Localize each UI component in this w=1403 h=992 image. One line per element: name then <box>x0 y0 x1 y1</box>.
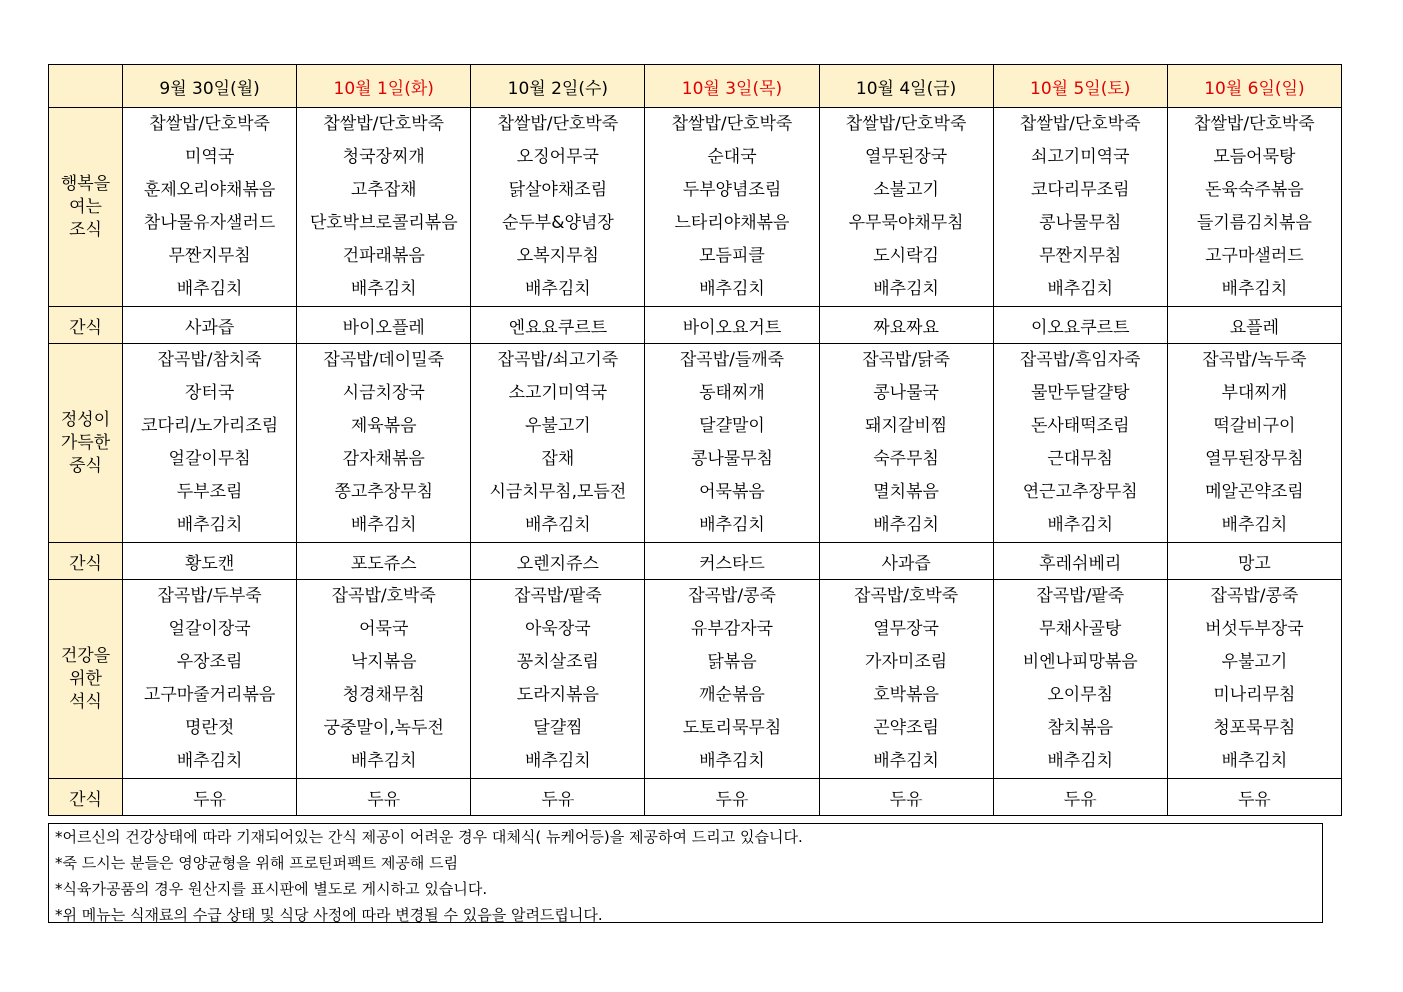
snack-item: 오렌지쥬스 <box>471 543 645 580</box>
breakfast-menu-cell <box>645 108 819 307</box>
dinner-menu-cell <box>123 580 297 779</box>
dinner-label <box>49 580 123 779</box>
menu-item: 시금치무침,모듬전 <box>489 482 627 502</box>
snack2-row <box>49 543 1342 580</box>
snack-item: 황도캔 <box>123 543 297 580</box>
day-header: 10월 5일(토) <box>993 65 1167 108</box>
menu-item: 배추김치 <box>350 279 417 299</box>
dinner-menu-cell <box>645 580 819 779</box>
menu-item: 단호박브로콜리볶음 <box>309 213 458 233</box>
menu-item: 잡곡밥/데이밀죽 <box>323 350 445 370</box>
menu-item: 동태찌개 <box>699 383 765 403</box>
menu-item: 배추김치 <box>176 515 243 535</box>
menu-item: 연근고추장무침 <box>1022 482 1138 502</box>
menu-item: 청포묵무침 <box>1213 718 1296 738</box>
snack-item: 포도쥬스 <box>297 543 471 580</box>
menu-item: 낙지볶음 <box>350 652 417 672</box>
menu-item: 미나리무침 <box>1213 685 1296 705</box>
breakfast-menu-cell <box>819 108 993 307</box>
menu-item: 훈제오리야채볶음 <box>143 180 276 200</box>
menu-item: 찹쌀밥/단호박죽 <box>497 114 619 134</box>
dinner-menu-cell <box>471 580 645 779</box>
menu-item: 잡곡밥/팥죽 <box>1036 586 1125 606</box>
meal-label-line: 중식 <box>69 455 102 476</box>
lunch-menu-cell <box>297 344 471 543</box>
menu-item: 모듬어묵탕 <box>1213 147 1296 167</box>
menu-item: 배추김치 <box>176 751 243 771</box>
menu-item: 참나물유자샐러드 <box>143 213 276 233</box>
menu-item: 고추잡채 <box>350 180 417 200</box>
menu-item: 쫑고추장무침 <box>334 482 433 502</box>
snack-item: 사과즙 <box>123 307 297 344</box>
menu-item: 장터국 <box>184 383 235 403</box>
lunch-menu-cell <box>471 344 645 543</box>
snack-item: 두유 <box>123 779 297 816</box>
menu-item: 우불고기 <box>1221 652 1288 672</box>
snack-item: 망고 <box>1167 543 1341 580</box>
menu-item: 깨순볶음 <box>699 685 765 705</box>
menu-item: 배추김치 <box>525 515 591 535</box>
meal-label-line: 정성이 <box>60 409 111 430</box>
snack-item: 사과즙 <box>819 543 993 580</box>
menu-item: 잡곡밥/흑임자죽 <box>1019 350 1141 370</box>
menu-item: 근대무침 <box>1047 449 1114 469</box>
menu-item: 메알곤약조림 <box>1205 482 1304 502</box>
menu-item: 유부감자국 <box>690 619 774 639</box>
menu-item: 숙주무침 <box>873 449 939 469</box>
menu-item: 찹쌀밥/단호박죽 <box>323 114 445 134</box>
snack-item: 두유 <box>297 779 471 816</box>
menu-item: 시금치장국 <box>342 383 425 403</box>
menu-item: 달걀찜 <box>533 718 583 738</box>
meal-label-line: 가득한 <box>60 432 111 453</box>
menu-item: 배추김치 <box>699 515 765 535</box>
day-header: 9월 30일(월) <box>123 65 297 108</box>
menu-item: 돼지갈비찜 <box>865 416 948 436</box>
breakfast-menu-cell <box>297 108 471 307</box>
menu-item: 미역국 <box>184 147 235 167</box>
menu-item: 잡곡밥/녹두죽 <box>1202 350 1307 370</box>
menu-item: 잡곡밥/쇠고기죽 <box>497 350 619 370</box>
menu-item: 얼갈이무침 <box>168 449 251 469</box>
snack-item: 이오요쿠르트 <box>993 307 1167 344</box>
snack-item: 후레쉬베리 <box>993 543 1167 580</box>
menu-item: 잡채 <box>541 449 575 469</box>
menu-item: 도토리묵무침 <box>682 718 782 738</box>
menu-item: 배추김치 <box>1047 279 1114 299</box>
menu-item: 배추김치 <box>1221 279 1288 299</box>
snack-item: 두유 <box>1167 779 1341 816</box>
menu-item: 배추김치 <box>1221 751 1288 771</box>
menu-item: 오이무침 <box>1047 685 1114 705</box>
menu-item: 잡곡밥/참치죽 <box>157 350 262 370</box>
menu-item: 쇠고기미역국 <box>1030 147 1130 167</box>
menu-item: 코다리/노가리조림 <box>141 416 279 436</box>
snack-item: 요플레 <box>1167 307 1341 344</box>
menu-item: 잡곡밥/호박죽 <box>331 586 436 606</box>
menu-item: 아욱장국 <box>525 619 591 639</box>
menu-item: 떡갈비구이 <box>1213 416 1296 436</box>
meal-label-line: 행복을 <box>60 173 111 194</box>
menu-item: 모듬피클 <box>699 246 765 266</box>
menu-item: 코다리무조림 <box>1030 180 1130 200</box>
menu-item: 무짠지무침 <box>168 246 251 266</box>
menu-item: 잡곡밥/콩죽 <box>1210 586 1299 606</box>
menu-item: 배추김치 <box>1221 515 1288 535</box>
menu-item: 열무된장국 <box>865 147 948 167</box>
snack3-label: 간식 <box>49 779 123 816</box>
menu-item: 배추김치 <box>350 515 417 535</box>
lunch-menu-cell <box>819 344 993 543</box>
menu-item: 배추김치 <box>699 751 765 771</box>
dinner-menu-cell <box>993 580 1167 779</box>
menu-item: 멸치볶음 <box>873 482 939 502</box>
menu-item: 잡곡밥/두부죽 <box>157 586 262 606</box>
menu-item: 비엔나피망볶음 <box>1022 652 1138 672</box>
menu-item: 무짠지무침 <box>1039 246 1122 266</box>
menu-item: 부대찌개 <box>1221 383 1288 403</box>
menu-item: 소고기미역국 <box>508 383 608 403</box>
corner-cell <box>49 65 123 108</box>
meal-label-line: 석식 <box>69 691 102 712</box>
dinner-row <box>49 580 1342 779</box>
menu-item: 돈육숙주볶음 <box>1205 180 1304 200</box>
menu-item: 호박볶음 <box>873 685 939 705</box>
dinner-menu-cell <box>297 580 471 779</box>
note-line: *위 메뉴는 식재료의 수급 상태 및 식당 사정에 따라 변경될 수 있음을 알려드립니다. <box>55 906 603 924</box>
menu-item: 배추김치 <box>525 751 591 771</box>
menu-item: 배추김치 <box>1047 515 1114 535</box>
snack-item: 두유 <box>993 779 1167 816</box>
menu-item: 소불고기 <box>873 180 939 200</box>
menu-item: 찹쌀밥/단호박죽 <box>1194 114 1315 134</box>
note-line: *죽 드시는 분들은 영양균형을 위해 프로틴퍼펙트 제공해 드림 <box>55 854 459 872</box>
menu-item: 잡곡밥/호박죽 <box>853 586 959 606</box>
menu-item: 배추김치 <box>176 279 243 299</box>
menu-item: 청국장찌개 <box>342 147 425 167</box>
menu-item: 도라지볶음 <box>516 685 599 705</box>
breakfast-menu-cell <box>993 108 1167 307</box>
menu-item: 명란젓 <box>184 718 235 738</box>
menu-item: 곤약조림 <box>873 718 939 738</box>
menu-item: 꽁치살조림 <box>516 652 599 672</box>
menu-item: 배추김치 <box>350 751 417 771</box>
meal-label-line: 건강을 <box>60 645 111 666</box>
menu-item: 도시락김 <box>873 246 939 266</box>
breakfast-label <box>49 108 123 307</box>
breakfast-menu-cell <box>123 108 297 307</box>
menu-item: 배추김치 <box>1047 751 1114 771</box>
menu-item: 콩나물무침 <box>690 449 774 469</box>
menu-item: 찹쌀밥/단호박죽 <box>149 114 270 134</box>
menu-item: 잡곡밥/콩죽 <box>688 586 776 606</box>
snack-item: 바이오플레 <box>297 307 471 344</box>
dinner-menu-cell <box>819 580 993 779</box>
menu-item: 청경채무침 <box>342 685 425 705</box>
menu-item: 돈사태떡조림 <box>1030 416 1130 436</box>
menu-item: 열무된장무침 <box>1205 449 1304 469</box>
menu-item: 오복지무침 <box>516 246 599 266</box>
menu-item: 우장조림 <box>176 652 243 672</box>
breakfast-row <box>49 108 1342 307</box>
snack-item: 바이오요거트 <box>645 307 819 344</box>
menu-item: 들기름김치볶음 <box>1196 213 1312 233</box>
snack-item: 엔요요쿠르트 <box>471 307 645 344</box>
menu-item: 찹쌀밥/단호박죽 <box>845 114 967 134</box>
snack-item: 두유 <box>819 779 993 816</box>
note-line: *식육가공품의 경우 원산지를 표시판에 별도로 게시하고 있습니다. <box>55 880 488 898</box>
meal-label-line: 위한 <box>69 668 102 689</box>
menu-item: 제육볶음 <box>350 416 417 436</box>
day-header: 10월 2일(수) <box>471 65 645 108</box>
menu-item: 배추김치 <box>873 515 939 535</box>
menu-item: 순두부&양념장 <box>501 213 614 233</box>
menu-item: 배추김치 <box>699 279 765 299</box>
weekly-menu-table <box>48 64 1342 816</box>
menu-item: 우무묵야채무침 <box>848 213 964 233</box>
menu-item: 열무장국 <box>873 619 939 639</box>
menu-table-body <box>49 65 1342 816</box>
menu-item: 감자채볶음 <box>342 449 425 469</box>
dinner-menu-cell <box>1167 580 1341 779</box>
menu-item: 우불고기 <box>525 416 591 436</box>
menu-item: 배추김치 <box>873 279 939 299</box>
lunch-row <box>49 344 1342 543</box>
menu-item: 순대국 <box>707 147 757 167</box>
snack-item: 짜요짜요 <box>819 307 993 344</box>
day-header: 10월 6일(일) <box>1167 65 1341 108</box>
menu-item: 참치볶음 <box>1047 718 1114 738</box>
menu-item: 잡곡밥/팥죽 <box>513 586 602 606</box>
day-header: 10월 1일(화) <box>297 65 471 108</box>
menu-item: 어묵국 <box>359 619 409 639</box>
day-header: 10월 4일(금) <box>819 65 993 108</box>
menu-item: 달걀말이 <box>699 416 765 436</box>
menu-item: 닭살야채조림 <box>508 180 608 200</box>
lunch-menu-cell <box>1167 344 1341 543</box>
meal-label-line: 여는 <box>69 196 102 217</box>
menu-item: 두부양념조림 <box>682 180 782 200</box>
menu-item: 가자미조림 <box>865 652 948 672</box>
lunch-menu-cell <box>645 344 819 543</box>
notes-box <box>48 823 1323 923</box>
menu-item: 고구마샐러드 <box>1205 246 1304 266</box>
snack-item: 커스타드 <box>645 543 819 580</box>
menu-item: 무채사골탕 <box>1039 619 1122 639</box>
menu-item: 버섯두부장국 <box>1205 619 1304 639</box>
menu-item: 두부조림 <box>176 482 243 502</box>
meal-label-line: 조식 <box>69 219 102 240</box>
menu-item: 잡곡밥/들깨죽 <box>679 350 785 370</box>
menu-item: 얼갈이장국 <box>168 619 251 639</box>
menu-item: 콩나물무침 <box>1039 213 1122 233</box>
menu-item: 건파래볶음 <box>342 246 425 266</box>
menu-item: 닭볶음 <box>707 652 757 672</box>
breakfast-menu-cell <box>471 108 645 307</box>
day-header: 10월 3일(목) <box>645 65 819 108</box>
lunch-label <box>49 344 123 543</box>
menu-item: 찹쌀밥/단호박죽 <box>1019 114 1141 134</box>
menu-item: 느타리야채볶음 <box>674 213 790 233</box>
note-line: *어르신의 건강상태에 따라 기재되어있는 간식 제공이 어려운 경우 대체식( 뉴케어등)을 제공하여 드리고 있습니다. <box>55 828 803 846</box>
menu-item: 배추김치 <box>525 279 591 299</box>
menu-item: 고구마줄거리볶음 <box>143 685 276 705</box>
menu-item: 잡곡밥/닭죽 <box>862 350 951 370</box>
menu-item: 궁중말이,녹두전 <box>323 718 444 738</box>
menu-item: 물만두달걀탕 <box>1030 383 1130 403</box>
snack1-row <box>49 307 1342 344</box>
lunch-menu-cell <box>993 344 1167 543</box>
snack-item: 두유 <box>471 779 645 816</box>
menu-item: 어묵볶음 <box>699 482 765 502</box>
menu-item: 콩나물국 <box>873 383 939 403</box>
menu-item: 찹쌀밥/단호박죽 <box>671 114 793 134</box>
menu-item: 오징어무국 <box>516 147 599 167</box>
lunch-menu-cell <box>123 344 297 543</box>
menu-item: 배추김치 <box>873 751 939 771</box>
breakfast-menu-cell <box>1167 108 1341 307</box>
snack2-label: 간식 <box>49 543 123 580</box>
snack1-label: 간식 <box>49 307 123 344</box>
snack3-row <box>49 779 1342 816</box>
snack-item: 두유 <box>645 779 819 816</box>
header-row <box>49 65 1342 108</box>
